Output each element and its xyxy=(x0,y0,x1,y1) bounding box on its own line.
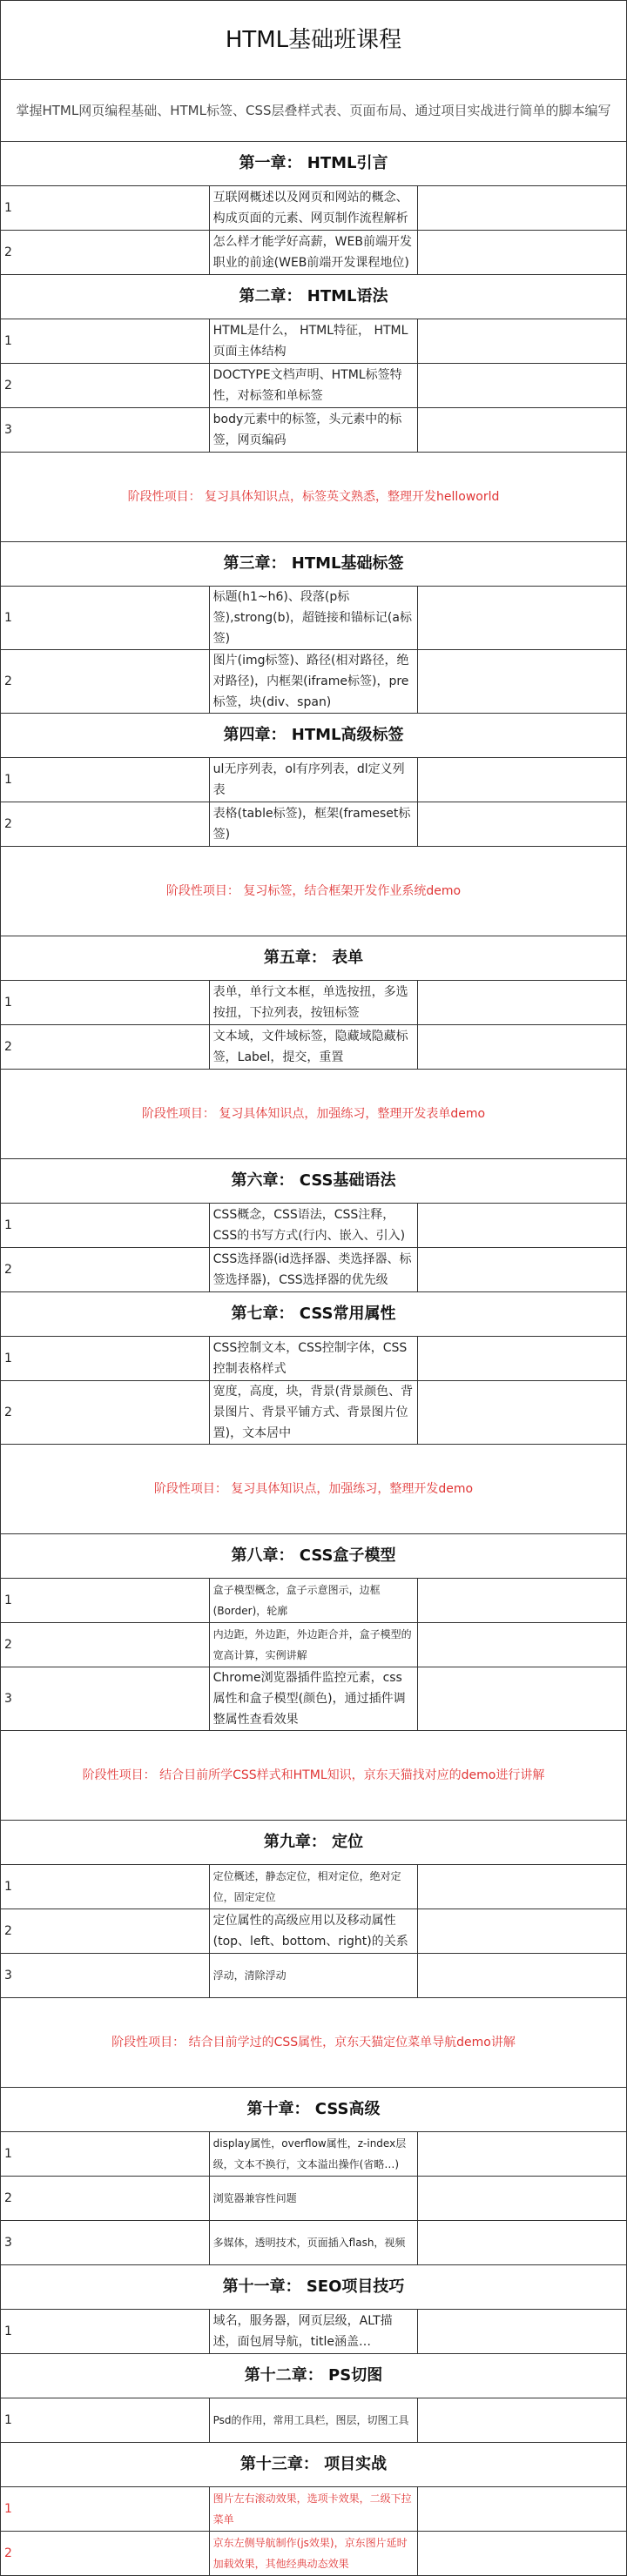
lesson-row xyxy=(1,1667,627,1731)
lesson-content: 表单，单行文本框，单选按扭，多选按扭，下拉列表，按钮标签 xyxy=(209,981,418,1025)
lesson-note-cell xyxy=(418,1381,627,1445)
lesson-content: 定位概述，静态定位，相对定位，绝对定位，固定定位 xyxy=(209,1865,418,1909)
course-intro: 掌握HTML网页编程基础、HTML标签、CSS层叠样式表、页面布局、通过项目实战进行简单的脚本编写 xyxy=(1,80,627,142)
chapter-title: 第十三章： 项目实战 xyxy=(1,2443,627,2487)
lesson-number: 1 xyxy=(1,1204,210,1248)
chapter-row xyxy=(1,1159,627,1204)
phase-project-text: 阶段性项目： 复习标签，结合框架开发作业系统demo xyxy=(1,847,627,936)
phase-project-text: 阶段性项目： 复习具体知识点，加强练习，整理开发表单demo xyxy=(1,1070,627,1159)
chapter-row xyxy=(1,2443,627,2487)
lesson-number: 2 xyxy=(1,802,210,847)
lesson-content: Psd的作用，常用工具栏，图层，切图工具 xyxy=(209,2398,418,2443)
lesson-row xyxy=(1,1954,627,1998)
chapter-title: 第二章： HTML语法 xyxy=(1,275,627,319)
lesson-number: 2 xyxy=(1,650,210,714)
intro-row xyxy=(1,80,627,142)
lesson-content: CSS选择器(id选择器、类选择器、标签选择器)，CSS选择器的优先级 xyxy=(209,1248,418,1292)
chapter-row xyxy=(1,1821,627,1865)
lesson-number: 1 xyxy=(1,758,210,802)
lesson-number: 1 xyxy=(1,1337,210,1381)
lesson-content: 宽度，高度，块，背景(背景颜色、背景图片、背景平铺方式、背景图片位置)，文本居中 xyxy=(209,1381,418,1445)
lesson-number: 2 xyxy=(1,2532,210,2576)
lesson-content: display属性，overflow属性，z-index层级，文本不换行，文本溢出操作(省略…) xyxy=(209,2132,418,2177)
lesson-note-cell xyxy=(418,1025,627,1070)
lesson-content: 京东左侧导航制作(js效果)，京东图片延时加载效果，其他经典动态效果 xyxy=(209,2532,418,2576)
lesson-row xyxy=(1,2487,627,2532)
lesson-row xyxy=(1,650,627,714)
lesson-row xyxy=(1,2221,627,2265)
lesson-number: 2 xyxy=(1,231,210,275)
lesson-number: 3 xyxy=(1,1667,210,1731)
lesson-note-cell xyxy=(418,364,627,408)
lesson-row xyxy=(1,2177,627,2221)
lesson-note-cell xyxy=(418,2221,627,2265)
phase-project-row xyxy=(1,1445,627,1534)
chapter-title: 第七章： CSS常用属性 xyxy=(1,1292,627,1337)
lesson-row xyxy=(1,231,627,275)
lesson-row xyxy=(1,1909,627,1954)
phase-project-text: 阶段性项目： 结合目前所学CSS样式和HTML知识，京东天猫找对应的demo进行讲解 xyxy=(1,1731,627,1821)
lesson-number: 2 xyxy=(1,1623,210,1667)
chapter-row xyxy=(1,2265,627,2310)
chapter-title: 第十一章： SEO项目技巧 xyxy=(1,2265,627,2310)
lesson-content: 多媒体，透明技术，页面插入flash，视频 xyxy=(209,2221,418,2265)
chapter-row xyxy=(1,2354,627,2398)
lesson-number: 2 xyxy=(1,1381,210,1445)
chapter-row xyxy=(1,542,627,587)
lesson-row xyxy=(1,186,627,231)
lesson-content: 图片左右滚动效果，选项卡效果，二级下拉菜单 xyxy=(209,2487,418,2532)
chapter-row xyxy=(1,714,627,758)
title-row xyxy=(1,1,627,80)
lesson-row xyxy=(1,2398,627,2443)
lesson-note-cell xyxy=(418,1204,627,1248)
lesson-content: DOCTYPE文档声明、HTML标签特性，对标签和单标签 xyxy=(209,364,418,408)
lesson-note-cell xyxy=(418,2398,627,2443)
phase-project-row xyxy=(1,453,627,542)
phase-project-row xyxy=(1,847,627,936)
chapter-title: 第五章： 表单 xyxy=(1,936,627,981)
lesson-content: Chrome浏览器插件监控元素，css属性和盒子模型(颜色)，通过插件调整属性查看效果 xyxy=(209,1667,418,1731)
phase-project-row xyxy=(1,1070,627,1159)
lesson-note-cell xyxy=(418,1865,627,1909)
lesson-row xyxy=(1,2132,627,2177)
phase-project-text: 阶段性项目： 复习具体知识点，标签英文熟悉，整理开发helloworld xyxy=(1,453,627,542)
lesson-number: 1 xyxy=(1,2398,210,2443)
lesson-content: CSS概念，CSS语法，CSS注释，CSS的书写方式(行内、嵌入、引入) xyxy=(209,1204,418,1248)
chapter-title: 第十二章： PS切图 xyxy=(1,2354,627,2398)
lesson-note-cell xyxy=(418,319,627,364)
lesson-number: 1 xyxy=(1,587,210,650)
lesson-row xyxy=(1,1381,627,1445)
lesson-note-cell xyxy=(418,2310,627,2354)
lesson-content: 怎么样才能学好高薪，WEB前端开发职业的前途(WEB前端开发课程地位) xyxy=(209,231,418,275)
lesson-number: 2 xyxy=(1,1909,210,1954)
lesson-note-cell xyxy=(418,186,627,231)
lesson-content: 浮动，清除浮动 xyxy=(209,1954,418,1998)
lesson-note-cell xyxy=(418,408,627,453)
lesson-note-cell xyxy=(418,758,627,802)
lesson-row xyxy=(1,981,627,1025)
lesson-content: 标题(h1~h6)、段落(p标签),strong(b)，超链接和锚标记(a标签) xyxy=(209,587,418,650)
chapter-row xyxy=(1,142,627,186)
lesson-row xyxy=(1,758,627,802)
chapter-row xyxy=(1,1534,627,1579)
lesson-note-cell xyxy=(418,2532,627,2576)
lesson-content: 图片(img标签)、路径(相对路径，绝对路径)，内框架(iframe标签)，pre标签，块(div、span) xyxy=(209,650,418,714)
lesson-note-cell xyxy=(418,587,627,650)
lesson-content: 域名，服务器，网页层级，ALT描述，面包屑导航，title涵盖… xyxy=(209,2310,418,2354)
lesson-note-cell xyxy=(418,981,627,1025)
lesson-row xyxy=(1,1204,627,1248)
lesson-note-cell xyxy=(418,2177,627,2221)
lesson-content: 表格(table标签)，框架(frameset标签) xyxy=(209,802,418,847)
chapter-row xyxy=(1,275,627,319)
lesson-row xyxy=(1,1337,627,1381)
phase-project-row xyxy=(1,1731,627,1821)
page-title: HTML基础班课程 xyxy=(1,1,627,80)
lesson-content: HTML是什么， HTML特征， HTML页面主体结构 xyxy=(209,319,418,364)
lesson-row xyxy=(1,587,627,650)
chapter-title: 第六章： CSS基础语法 xyxy=(1,1159,627,1204)
chapter-title: 第十章： CSS高级 xyxy=(1,2088,627,2132)
lesson-number: 2 xyxy=(1,1248,210,1292)
lesson-note-cell xyxy=(418,650,627,714)
lesson-content: 盒子模型概念，盒子示意图示，边框(Border)，轮廓 xyxy=(209,1579,418,1623)
lesson-number: 1 xyxy=(1,2487,210,2532)
lesson-note-cell xyxy=(418,1909,627,1954)
lesson-note-cell xyxy=(418,1623,627,1667)
lesson-content: 内边距，外边距，外边距合并，盒子模型的宽高计算，实例讲解 xyxy=(209,1623,418,1667)
lesson-note-cell xyxy=(418,1337,627,1381)
phase-project-text: 阶段性项目： 复习具体知识点，加强练习，整理开发demo xyxy=(1,1445,627,1534)
lesson-row xyxy=(1,1025,627,1070)
lesson-content: 互联网概述以及网页和网站的概念、构成页面的元素、网页制作流程解析 xyxy=(209,186,418,231)
lesson-row xyxy=(1,408,627,453)
phase-project-text: 阶段性项目： 结合目前学过的CSS属性，京东天猫定位菜单导航demo讲解 xyxy=(1,1998,627,2088)
lesson-number: 3 xyxy=(1,408,210,453)
lesson-note-cell xyxy=(418,1248,627,1292)
lesson-number: 3 xyxy=(1,2221,210,2265)
lesson-row xyxy=(1,2310,627,2354)
lesson-content: ul无序列表，ol有序列表，dl定义列表 xyxy=(209,758,418,802)
lesson-note-cell xyxy=(418,1954,627,1998)
lesson-number: 2 xyxy=(1,1025,210,1070)
phase-project-row xyxy=(1,1998,627,2088)
chapter-title: 第一章： HTML引言 xyxy=(1,142,627,186)
lesson-row xyxy=(1,802,627,847)
chapter-title: 第四章： HTML高级标签 xyxy=(1,714,627,758)
chapter-row xyxy=(1,936,627,981)
chapter-row xyxy=(1,2088,627,2132)
lesson-number: 2 xyxy=(1,364,210,408)
lesson-number: 1 xyxy=(1,2132,210,2177)
lesson-content: 浏览器兼容性问题 xyxy=(209,2177,418,2221)
chapter-title: 第八章： CSS盒子模型 xyxy=(1,1534,627,1579)
lesson-content: 定位属性的高级应用以及移动属性(top、left、bottom、right)的关系 xyxy=(209,1909,418,1954)
lesson-content: body元素中的标签，头元素中的标签，网页编码 xyxy=(209,408,418,453)
lesson-content: CSS控制文本，CSS控制字体，CSS控制表格样式 xyxy=(209,1337,418,1381)
chapter-title: 第三章： HTML基础标签 xyxy=(1,542,627,587)
lesson-note-cell xyxy=(418,1667,627,1731)
lesson-row xyxy=(1,319,627,364)
chapter-row xyxy=(1,1292,627,1337)
lesson-number: 2 xyxy=(1,2177,210,2221)
lesson-number: 1 xyxy=(1,1865,210,1909)
lesson-row xyxy=(1,1623,627,1667)
lesson-number: 1 xyxy=(1,186,210,231)
lesson-row xyxy=(1,1579,627,1623)
lesson-note-cell xyxy=(418,1579,627,1623)
lesson-note-cell xyxy=(418,2132,627,2177)
lesson-number: 1 xyxy=(1,1579,210,1623)
lesson-note-cell xyxy=(418,2487,627,2532)
lesson-note-cell xyxy=(418,231,627,275)
lesson-number: 1 xyxy=(1,2310,210,2354)
lesson-number: 1 xyxy=(1,981,210,1025)
lesson-row xyxy=(1,364,627,408)
lesson-number: 3 xyxy=(1,1954,210,1998)
lesson-row xyxy=(1,1248,627,1292)
lesson-number: 1 xyxy=(1,319,210,364)
lesson-content: 文本域，文件域标签，隐藏域隐藏标签，Label，提交，重置 xyxy=(209,1025,418,1070)
lesson-note-cell xyxy=(418,802,627,847)
lesson-row xyxy=(1,2532,627,2576)
chapter-title: 第九章： 定位 xyxy=(1,1821,627,1865)
lesson-row xyxy=(1,1865,627,1909)
